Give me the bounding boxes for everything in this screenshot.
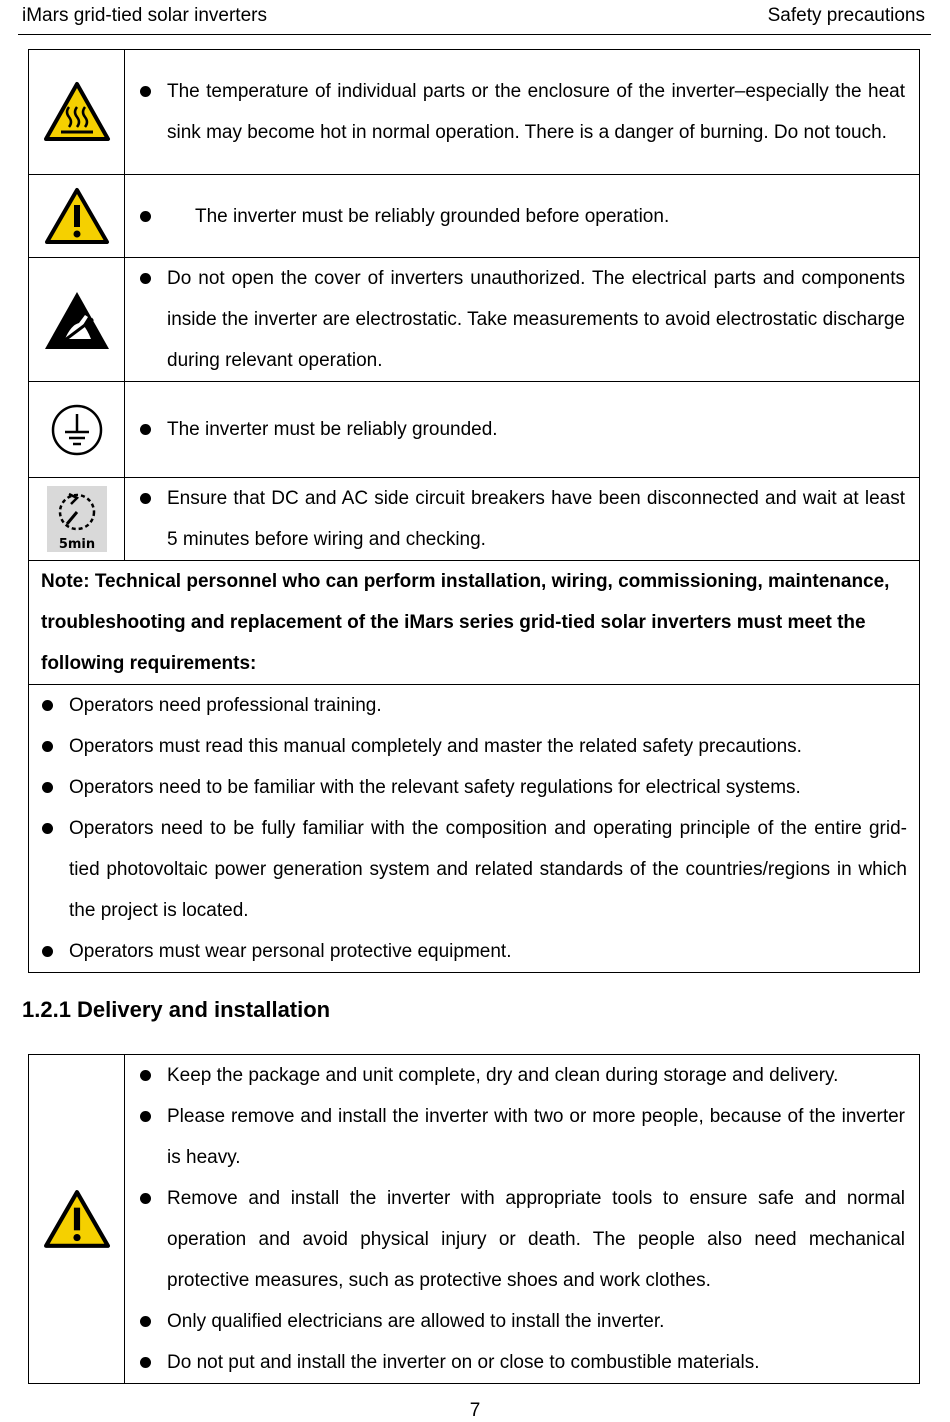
list-item: The temperature of individual parts or the enclosure of the inverter–especially the heat sink may become hot in normal operation. There is a danger of burning. Do not touch. (139, 71, 905, 153)
icon-cell (29, 175, 125, 258)
timer-label: 5min (58, 537, 95, 552)
list-item: Do not open the cover of inverters unauthorized. The electrical parts and components inside the inverter are electrostatic. Take measurements to avoid electrostatic discharge during relevant operation. (139, 258, 905, 381)
table-row (29, 382, 920, 478)
icon-cell (29, 258, 125, 382)
table-row (29, 478, 920, 561)
header-title: iMars grid-tied solar inverters (22, 5, 267, 26)
page-number: 7 (469, 1400, 481, 1421)
icon-cell (29, 382, 125, 478)
text-cell (125, 478, 920, 561)
list-item: Ensure that DC and AC side circuit breakers have been disconnected and wait at least 5 minutes before wiring and checking. (139, 478, 905, 560)
table-row (29, 50, 920, 175)
safety-table (28, 49, 920, 973)
list-item: Please remove and install the inverter with two or more people, because of the inverter is heavy. (139, 1096, 905, 1178)
warning-icon (44, 187, 110, 245)
ground-icon (49, 402, 105, 458)
table-row (29, 175, 920, 258)
list-item: Remove and install the inverter with appropriate tools to ensure safe and normal operation and avoid physical injury or death. The people also need mechanical protective measures, such as protective shoes and work clothes. (139, 1178, 905, 1301)
list-item: Do not put and install the inverter on or close to combustible materials. (139, 1342, 905, 1383)
electrostatic-icon (43, 289, 111, 351)
header-section: Safety precautions (767, 5, 925, 26)
icon-cell (29, 478, 125, 561)
requirements-note: Note: Technical personnel who can perform installation, wiring, commissioning, maintenance, troubleshooting and replacement of the iMars series grid-tied solar inverters must meet the following requirements: (41, 571, 890, 674)
note-cell (29, 561, 920, 685)
page-header (18, 0, 931, 35)
text-cell (125, 258, 920, 382)
requirements-cell (29, 685, 920, 973)
list-item: Operators need professional training. (41, 685, 907, 726)
list-item: Operators must read this manual completely and master the related safety precautions. (41, 726, 907, 767)
table-row (29, 1055, 920, 1384)
hot-surface-icon (43, 81, 111, 143)
text-cell (125, 1055, 920, 1384)
text-cell (125, 382, 920, 478)
text-cell (125, 50, 920, 175)
wait-5min-icon (47, 486, 107, 552)
icon-cell (29, 1055, 125, 1384)
warning-icon (43, 1188, 111, 1250)
text-cell (125, 175, 920, 258)
list-item: The inverter must be reliably grounded before operation. (139, 196, 905, 237)
list-item: Operators need to be familiar with the relevant safety regulations for electrical systems. (41, 767, 907, 808)
icon-cell (29, 50, 125, 175)
list-item: Operators must wear personal protective equipment. (41, 931, 907, 972)
delivery-table (28, 1054, 920, 1384)
table-row (29, 561, 920, 685)
list-item: Operators need to be fully familiar with the composition and operating principle of the entire grid-tied photovoltaic power generation system and related standards of the countries/regions in which the project is located. (41, 808, 907, 931)
section-heading: 1.2.1 Delivery and installation (22, 997, 331, 1022)
delivery-list (139, 1055, 905, 1383)
list-item: Only qualified electricians are allowed to install the inverter. (139, 1301, 905, 1342)
requirements-list (29, 685, 919, 972)
list-item: Keep the package and unit complete, dry and clean during storage and delivery. (139, 1055, 905, 1096)
table-row (29, 685, 920, 973)
table-row (29, 258, 920, 382)
list-item: The inverter must be reliably grounded. (139, 409, 905, 450)
